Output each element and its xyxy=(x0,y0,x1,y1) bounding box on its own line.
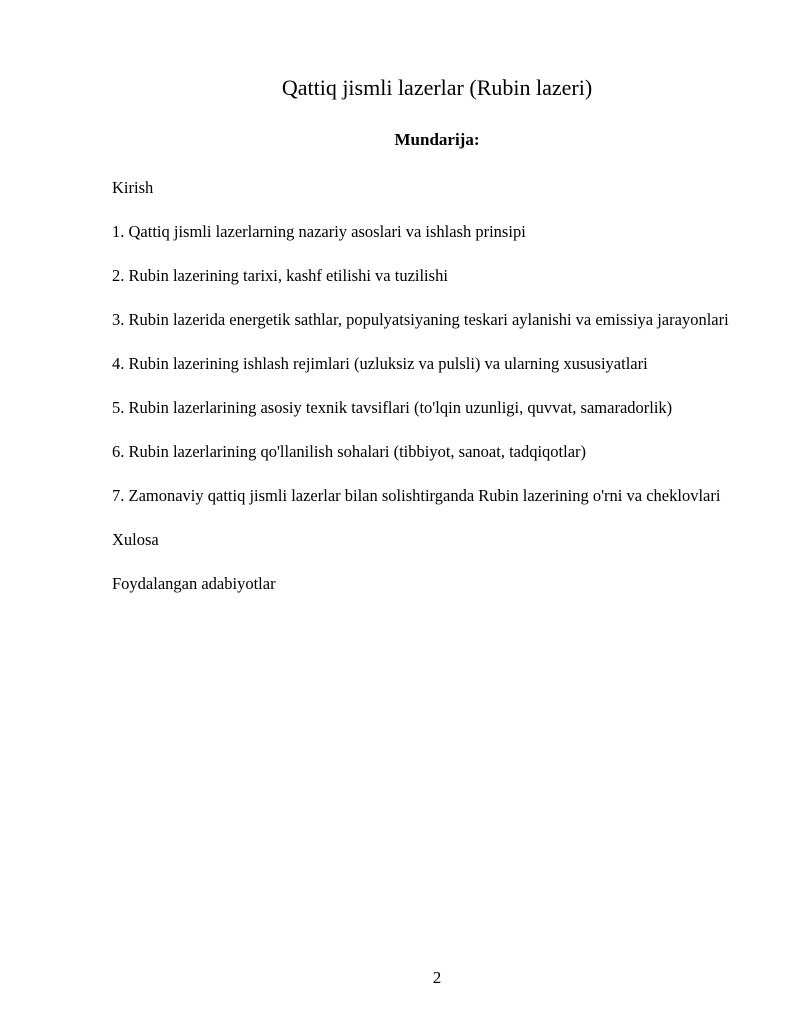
toc-item-2: 2. Rubin lazerining tarixi, kashf etilishi va tuzilishi xyxy=(112,266,448,285)
toc-item-references: Foydalangan adabiyotlar xyxy=(112,574,276,593)
toc-item-4: 4. Rubin lazerining ishlash rejimlari (uzluksiz va pulsli) va ularning xususiyatlari xyxy=(112,354,648,373)
page-number: 2 xyxy=(432,968,442,987)
toc-item-introduction: Kirish xyxy=(112,178,154,197)
document-title xyxy=(112,74,762,102)
table-of-contents xyxy=(112,172,762,612)
toc-item-5: 5. Rubin lazerlarining asosiy texnik tavsiflari (to'lqin uzunligi, quvvat, samaradorlik) xyxy=(112,398,673,417)
contents-heading: Mundarija: xyxy=(394,130,480,149)
toc-item-3: 3. Rubin lazerida energetik sathlar, populyatsiyaning teskari aylanishi va emissiya jarayonlari xyxy=(112,310,729,329)
toc-item-7: 7. Zamonaviy qattiq jismli lazerlar bilan solishtirganda Rubin lazerining o'rni va cheklovlari xyxy=(112,486,721,505)
toc-item-6: 6. Rubin lazerlarining qo'llanilish sohalari (tibbiyot, sanoat, tadqiqotlar) xyxy=(112,442,587,461)
document-title-text: Qattiq jismli lazerlar (Rubin lazeri) xyxy=(281,75,593,100)
toc-item-conclusion: Xulosa xyxy=(112,530,159,549)
toc-item-1: 1. Qattiq jismli lazerlarning nazariy asoslari va ishlash prinsipi xyxy=(112,222,526,241)
